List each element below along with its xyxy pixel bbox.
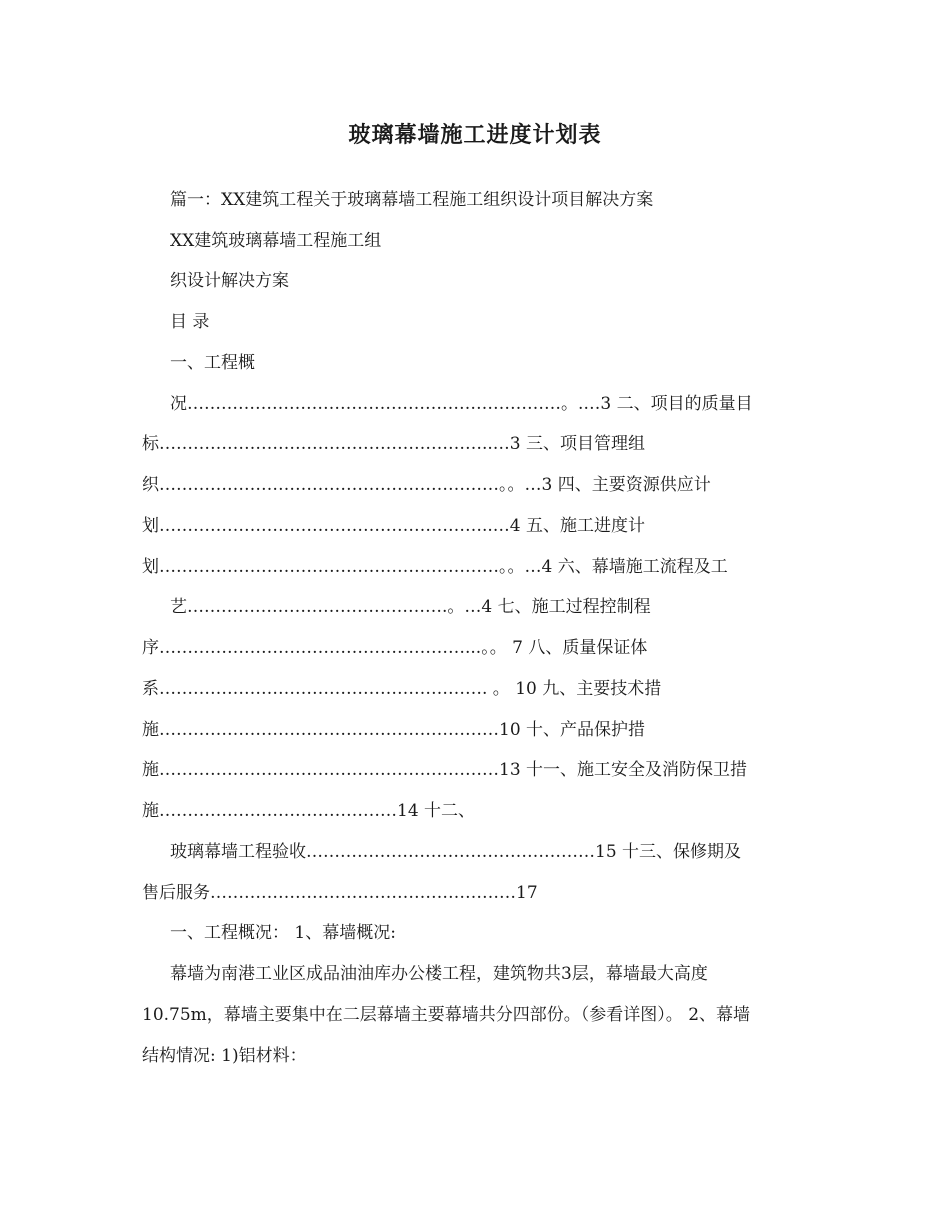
paragraph-line: 结构情况: 1)铝材料：: [142, 1046, 307, 1066]
section-heading: 一、工程概况： 1、幕墙概况:: [170, 923, 396, 943]
document-title: 玻璃幕墙施工进度计划表: [348, 122, 602, 148]
toc-line: 施……………………………………14 十二、: [142, 801, 476, 821]
paragraph-line: 10.75m，幕墙主要集中在二层幕墙主要幕墙共分四部份。（参看详图）。 2、幕墙: [142, 1005, 751, 1025]
paragraph-line: 幕墙为南港工业区成品油油库办公楼工程，建筑物共3层，幕墙最大高度: [170, 964, 708, 984]
toc-line: 玻璃幕墙工程验收……………………………………………15 十三、保修期及: [170, 842, 742, 862]
toc-line: 施……………………………………………………13 十一、施工安全及消防保卫措: [142, 760, 748, 780]
paragraph-line: XX建筑玻璃幕墙工程施工组: [170, 231, 382, 251]
paragraph-line: 篇一：XX建筑工程关于玻璃幕墙工程施工组织设计项目解决方案: [170, 190, 654, 210]
toc-line: 艺……………………………………….。…4 七、施工过程控制程: [170, 597, 651, 617]
toc-line: 序………………………………………………...。。 7 八、质量保证体: [142, 638, 648, 658]
toc-line: 标…………………………………………………..…3 三、项目管理组: [142, 434, 646, 454]
toc-line: 划……………………………………………………。。…4 六、幕墙施工流程及工: [142, 557, 728, 577]
toc-line: 一、工程概: [170, 353, 255, 373]
toc-line: 施……………………………………………………10 十、产品保护措: [142, 720, 646, 740]
paragraph-line: 织设计解决方案: [170, 271, 289, 291]
toc-line: 织……………………………………………………。。…3 四、主要资源供应计: [142, 475, 711, 495]
toc-line: 系…………………………………………………. 。 10 九、主要技术措: [142, 679, 662, 699]
toc-line: 划…………………………………………………..…4 五、施工进度计: [142, 516, 646, 536]
toc-heading: 目 录: [170, 312, 210, 332]
toc-line: 售后服务………………………………………………17: [142, 883, 538, 903]
toc-line: 况…………………………………………………………。.…3 二、项目的质量目: [170, 394, 753, 414]
